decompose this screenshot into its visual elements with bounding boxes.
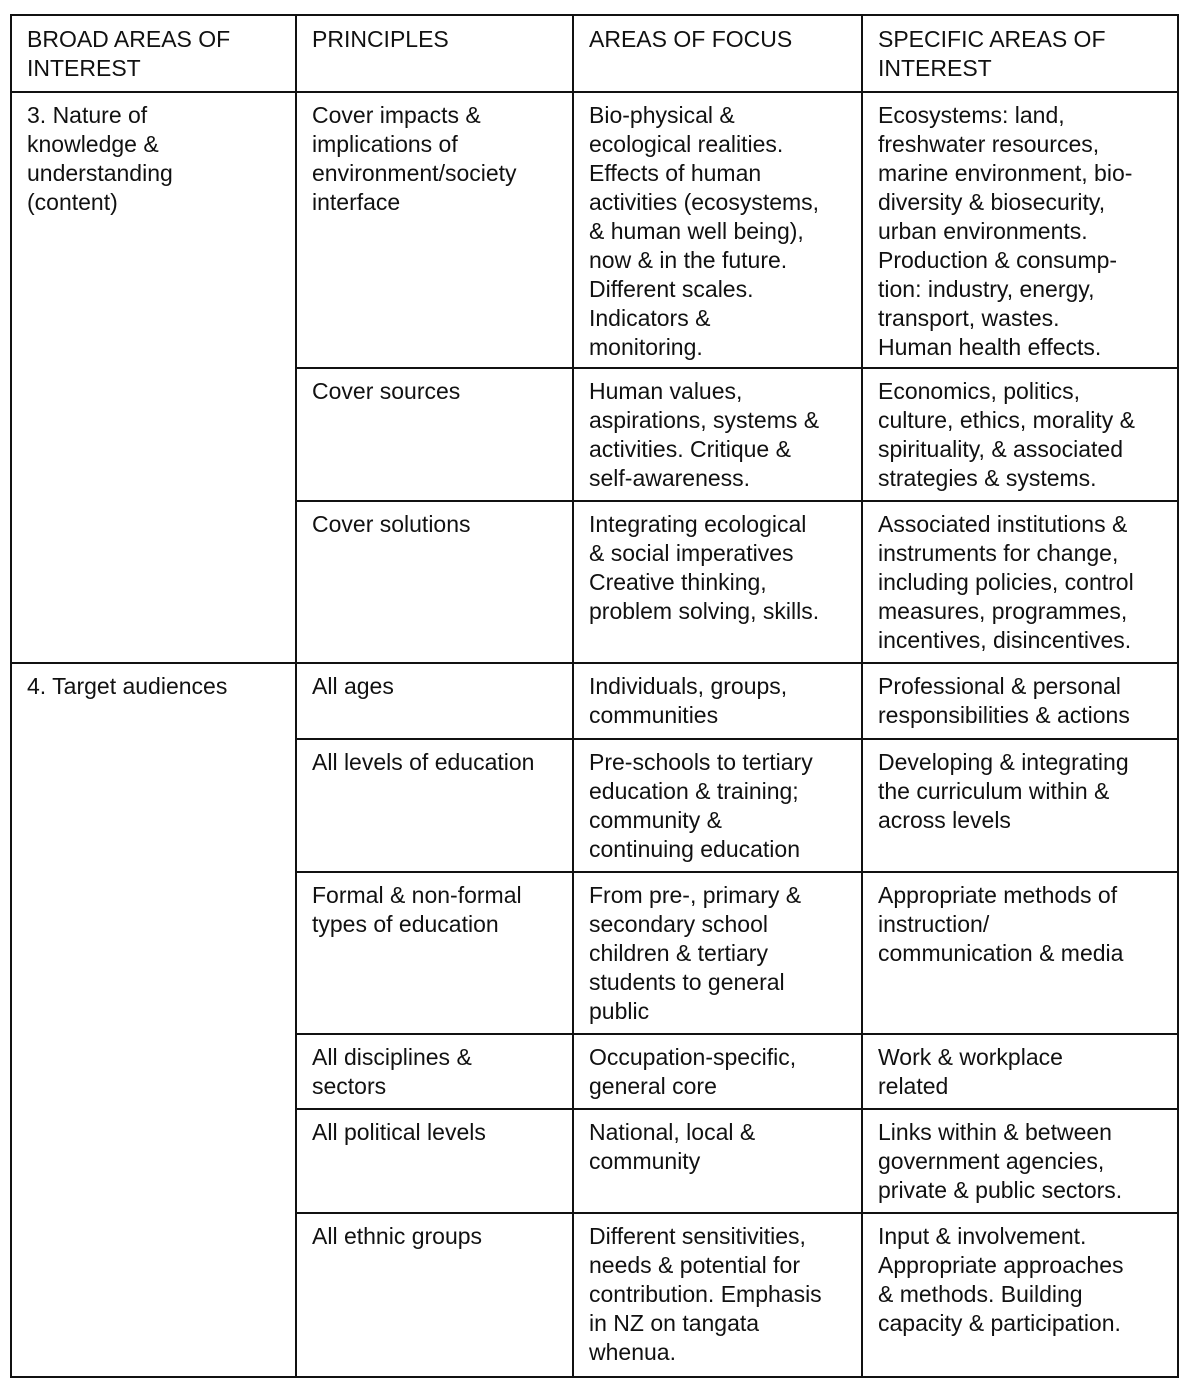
principle-cell: Formal & non-formal types of education <box>296 872 573 1034</box>
specific-cell: Economics, politics, culture, ethics, morality & spirituality, & associated strategies & systems. <box>862 368 1178 501</box>
principle-cell: All ages <box>296 663 573 739</box>
focus-cell: Individuals, groups, communities <box>573 663 862 739</box>
header-row <box>11 15 1178 92</box>
header-areas-of-focus: AREAS OF FOCUS <box>573 15 862 92</box>
principle-cell: All disciplines & sectors <box>296 1034 573 1109</box>
header-broad-areas: BROAD AREAS OF INTEREST <box>11 15 296 92</box>
principle-cell: All political levels <box>296 1109 573 1213</box>
focus-cell: Human values, aspirations, systems & activities. Critique & self-awareness. <box>573 368 862 501</box>
focus-cell: National, local & community <box>573 1109 862 1213</box>
education-framework-table <box>10 14 1179 1378</box>
principle-cell: Cover impacts & implications of environment/society interface <box>296 92 573 368</box>
focus-cell: Different sensitivities, needs & potential for contribution. Emphasis in NZ on tangata whenua. <box>573 1213 862 1377</box>
focus-cell: Occupation-specific, general core <box>573 1034 862 1109</box>
specific-cell: Work & workplace related <box>862 1034 1178 1109</box>
table-row <box>11 92 1178 368</box>
specific-cell: Professional & personal responsibilities & actions <box>862 663 1178 739</box>
specific-cell: Input & involvement. Appropriate approaches & methods. Building capacity & participation. <box>862 1213 1178 1377</box>
focus-cell: Pre-schools to tertiary education & training; community & continuing education <box>573 739 862 872</box>
focus-cell: From pre-, primary & secondary school children & tertiary students to general public <box>573 872 862 1034</box>
principle-cell: Cover sources <box>296 368 573 501</box>
principle-cell: Cover solutions <box>296 501 573 663</box>
broad-area-target-audiences: 4. Target audiences <box>11 663 296 1377</box>
header-principles: PRINCIPLES <box>296 15 573 92</box>
principle-cell: All ethnic groups <box>296 1213 573 1377</box>
table-row <box>11 663 1178 739</box>
principle-cell: All levels of education <box>296 739 573 872</box>
specific-cell: Associated institutions & instruments for change, including policies, control measures, programmes, incentives, disincentives. <box>862 501 1178 663</box>
focus-cell: Integrating ecological & social imperatives Creative thinking, problem solving, skills. <box>573 501 862 663</box>
header-specific-areas: SPECIFIC AREAS OF INTEREST <box>862 15 1178 92</box>
specific-cell: Ecosystems: land, freshwater resources, marine environment, bio- diversity & biosecurity, urban environments. Production & consump- tion: industry, energy, transport, wastes. Human health effects. <box>862 92 1178 368</box>
broad-area-nature-of-knowledge: 3. Nature of knowledge & understanding (content) <box>11 92 296 663</box>
specific-cell: Developing & integrating the curriculum within & across levels <box>862 739 1178 872</box>
focus-cell: Bio-physical & ecological realities. Effects of human activities (ecosystems, & human well being), now & in the future. Different scales. Indicators & monitoring. <box>573 92 862 368</box>
specific-cell: Links within & between government agencies, private & public sectors. <box>862 1109 1178 1213</box>
specific-cell: Appropriate methods of instruction/ communication & media <box>862 872 1178 1034</box>
